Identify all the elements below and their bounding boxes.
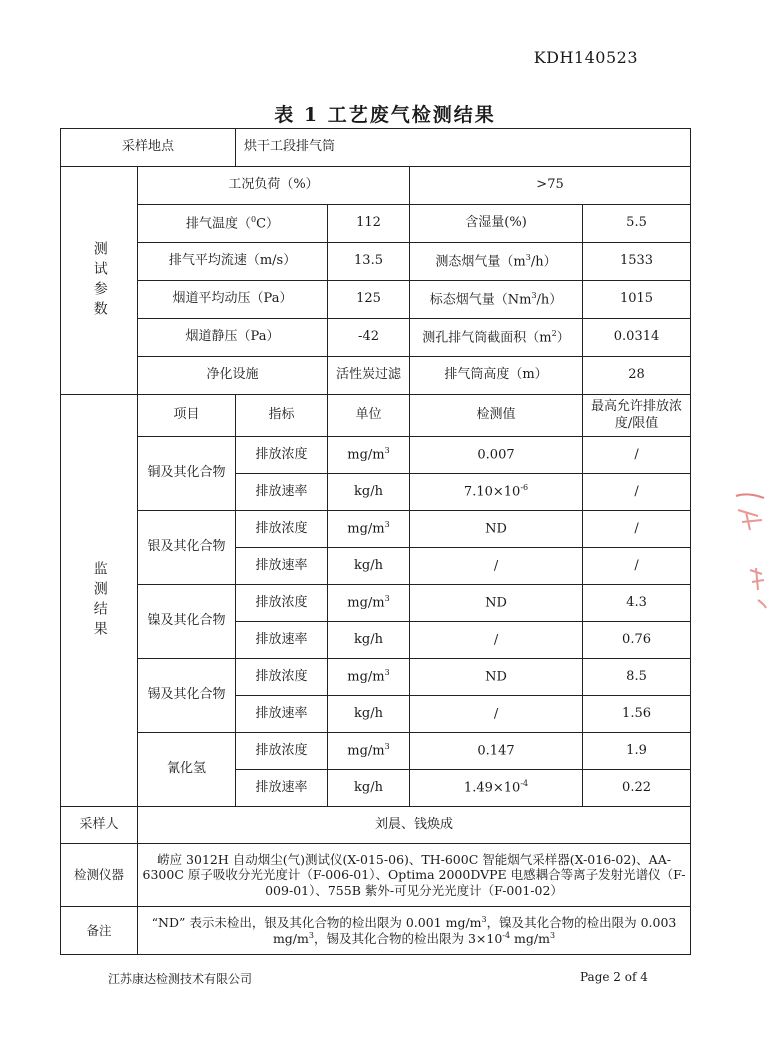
- measured-value: ND: [410, 659, 583, 696]
- header-item: 项目: [138, 395, 236, 437]
- limit-value: /: [583, 437, 691, 474]
- unit-cell: $mg/m^3$: [328, 585, 410, 622]
- dynamic-pressure-row: [61, 281, 691, 319]
- index-label: 排放浓度: [236, 733, 328, 770]
- pollutant-name: 锡及其化合物: [138, 659, 236, 733]
- page-number: Page 2 of 4: [580, 970, 648, 984]
- limit-value: 1.9: [583, 733, 691, 770]
- index-label: 排放浓度: [236, 511, 328, 548]
- test-params-group-label: 测试参数: [61, 167, 138, 395]
- note-label: 备注: [61, 907, 138, 955]
- unit-cell: kg/h: [328, 622, 410, 659]
- monitoring-group-label: 监测结果: [61, 395, 138, 807]
- index-label: 排放浓度: [236, 585, 328, 622]
- index-label: 排放速率: [236, 696, 328, 733]
- cross-section-area-value: 0.0314: [583, 319, 691, 357]
- measured-value: /: [410, 696, 583, 733]
- measured-value: $1.49\times 10^{-4}$: [410, 770, 583, 807]
- measured-value: /: [410, 548, 583, 585]
- table-row: [61, 437, 691, 474]
- table-title: 表 1 工艺废气检测结果: [274, 104, 496, 126]
- note-row: [61, 907, 691, 955]
- limit-value: 0.76: [583, 622, 691, 659]
- sampler-row: [61, 807, 691, 844]
- velocity-row: [61, 243, 691, 281]
- sampling-location-value: 烘干工段排气筒: [236, 129, 691, 167]
- measured-value: $7.10\times 10^{-6}$: [410, 474, 583, 511]
- index-label: 排放浓度: [236, 659, 328, 696]
- header-index: 指标: [236, 395, 328, 437]
- limit-value: 1.56: [583, 696, 691, 733]
- unit-cell: kg/h: [328, 696, 410, 733]
- velocity-value: 13.5: [328, 243, 410, 281]
- limit-value: /: [583, 474, 691, 511]
- measured-value: ND: [410, 585, 583, 622]
- instruments-row: [61, 844, 691, 907]
- table-row: [61, 659, 691, 696]
- unit-cell: $mg/m^3$: [328, 511, 410, 548]
- measured-value: /: [410, 622, 583, 659]
- unit-cell: kg/h: [328, 474, 410, 511]
- document-code: KDH140523: [533, 48, 638, 67]
- limit-value: 0.22: [583, 770, 691, 807]
- sampling-location-row: [61, 129, 691, 167]
- temperature-label: 排气温度（$^0$C）: [138, 205, 328, 243]
- measured-flow-label: 测态烟气量$(m^3/h)$: [410, 243, 583, 281]
- index-label: 排放浓度: [236, 437, 328, 474]
- measured-value: ND: [410, 511, 583, 548]
- index-label: 排放速率: [236, 474, 328, 511]
- std-flow-value: 1015: [583, 281, 691, 319]
- table-row: [61, 733, 691, 770]
- load-value: >75: [410, 167, 691, 205]
- dynamic-pressure-value: 125: [328, 281, 410, 319]
- purification-label: 净化设施: [138, 357, 328, 395]
- dynamic-pressure-label: 烟道平均动压（Pa）: [138, 281, 328, 319]
- sampler-value: 刘晨、钱焕成: [138, 807, 691, 844]
- stack-height-label: 排气筒高度（m）: [410, 357, 583, 395]
- purification-row: [61, 357, 691, 395]
- unit-cell: kg/h: [328, 548, 410, 585]
- sampler-label: 采样人: [61, 807, 138, 844]
- velocity-label: 排气平均流速（m/s）: [138, 243, 328, 281]
- red-stamp-edge: [728, 490, 768, 610]
- humidity-value: 5.5: [583, 205, 691, 243]
- unit-cell: $mg/m^3$: [328, 733, 410, 770]
- pollutant-name: 氰化氢: [138, 733, 236, 807]
- limit-value: /: [583, 511, 691, 548]
- std-flow-label: 标态烟气量（Nm$^3$/h）: [410, 281, 583, 319]
- static-pressure-row: [61, 319, 691, 357]
- index-label: 排放速率: [236, 548, 328, 585]
- instruments-label: 检测仪器: [61, 844, 138, 907]
- results-table: [60, 128, 691, 955]
- temperature-value: 112: [328, 205, 410, 243]
- footer-company: 江苏康达检测技术有限公司: [108, 972, 253, 986]
- pollutant-name: 镍及其化合物: [138, 585, 236, 659]
- unit-cell: $mg/m^3$: [328, 659, 410, 696]
- note-value: “ND” 表示未检出，银及其化合物的检出限为 0.001 $mg/m^3$，镍及其化合物的检出限为 0.003 $mg/m^3$，锡及其化合物的检出限为 $3\times 10^{-4}$ $mg/m^3$: [138, 907, 691, 955]
- pollutant-name: 银及其化合物: [138, 511, 236, 585]
- header-unit: 单位: [328, 395, 410, 437]
- measured-flow-value: 1533: [583, 243, 691, 281]
- unit-cell: $mg/m^3$: [328, 437, 410, 474]
- sampling-location-label: 采样地点: [61, 129, 236, 167]
- humidity-label: 含湿量(%): [410, 205, 583, 243]
- header-value: 检测值: [410, 395, 583, 437]
- index-label: 排放速率: [236, 622, 328, 659]
- monitoring-header-row: [61, 395, 691, 437]
- index-label: 排放速率: [236, 770, 328, 807]
- instruments-value: 崂应 3012H 自动烟尘(气)测试仪(X-015-06)、TH-600C 智能烟气采样器(X-016-02)、AA-6300C 原子吸收分光光度计（F-006-01）、Optima 2000DVPE 电感耦合等离子发射光谱仪（F-009-01）、755B 紫外-可见分光光度计（F-001-02）: [138, 844, 691, 907]
- table-row: [61, 585, 691, 622]
- table-row: [61, 511, 691, 548]
- unit-cell: kg/h: [328, 770, 410, 807]
- stack-height-value: 28: [583, 357, 691, 395]
- cross-section-area-label: 测孔排气筒截面积$(m^2)$: [410, 319, 583, 357]
- load-row: [61, 167, 691, 205]
- limit-value: /: [583, 548, 691, 585]
- static-pressure-value: -42: [328, 319, 410, 357]
- purification-value: 活性炭过滤: [328, 357, 410, 395]
- pollutant-name: 铜及其化合物: [138, 437, 236, 511]
- temperature-row: [61, 205, 691, 243]
- limit-value: 4.3: [583, 585, 691, 622]
- load-label: 工况负荷（%）: [138, 167, 410, 205]
- header-limit: 最高允许排放浓度/限值: [583, 395, 691, 437]
- measured-value: 0.147: [410, 733, 583, 770]
- limit-value: 8.5: [583, 659, 691, 696]
- static-pressure-label: 烟道静压（Pa）: [138, 319, 328, 357]
- measured-value: 0.007: [410, 437, 583, 474]
